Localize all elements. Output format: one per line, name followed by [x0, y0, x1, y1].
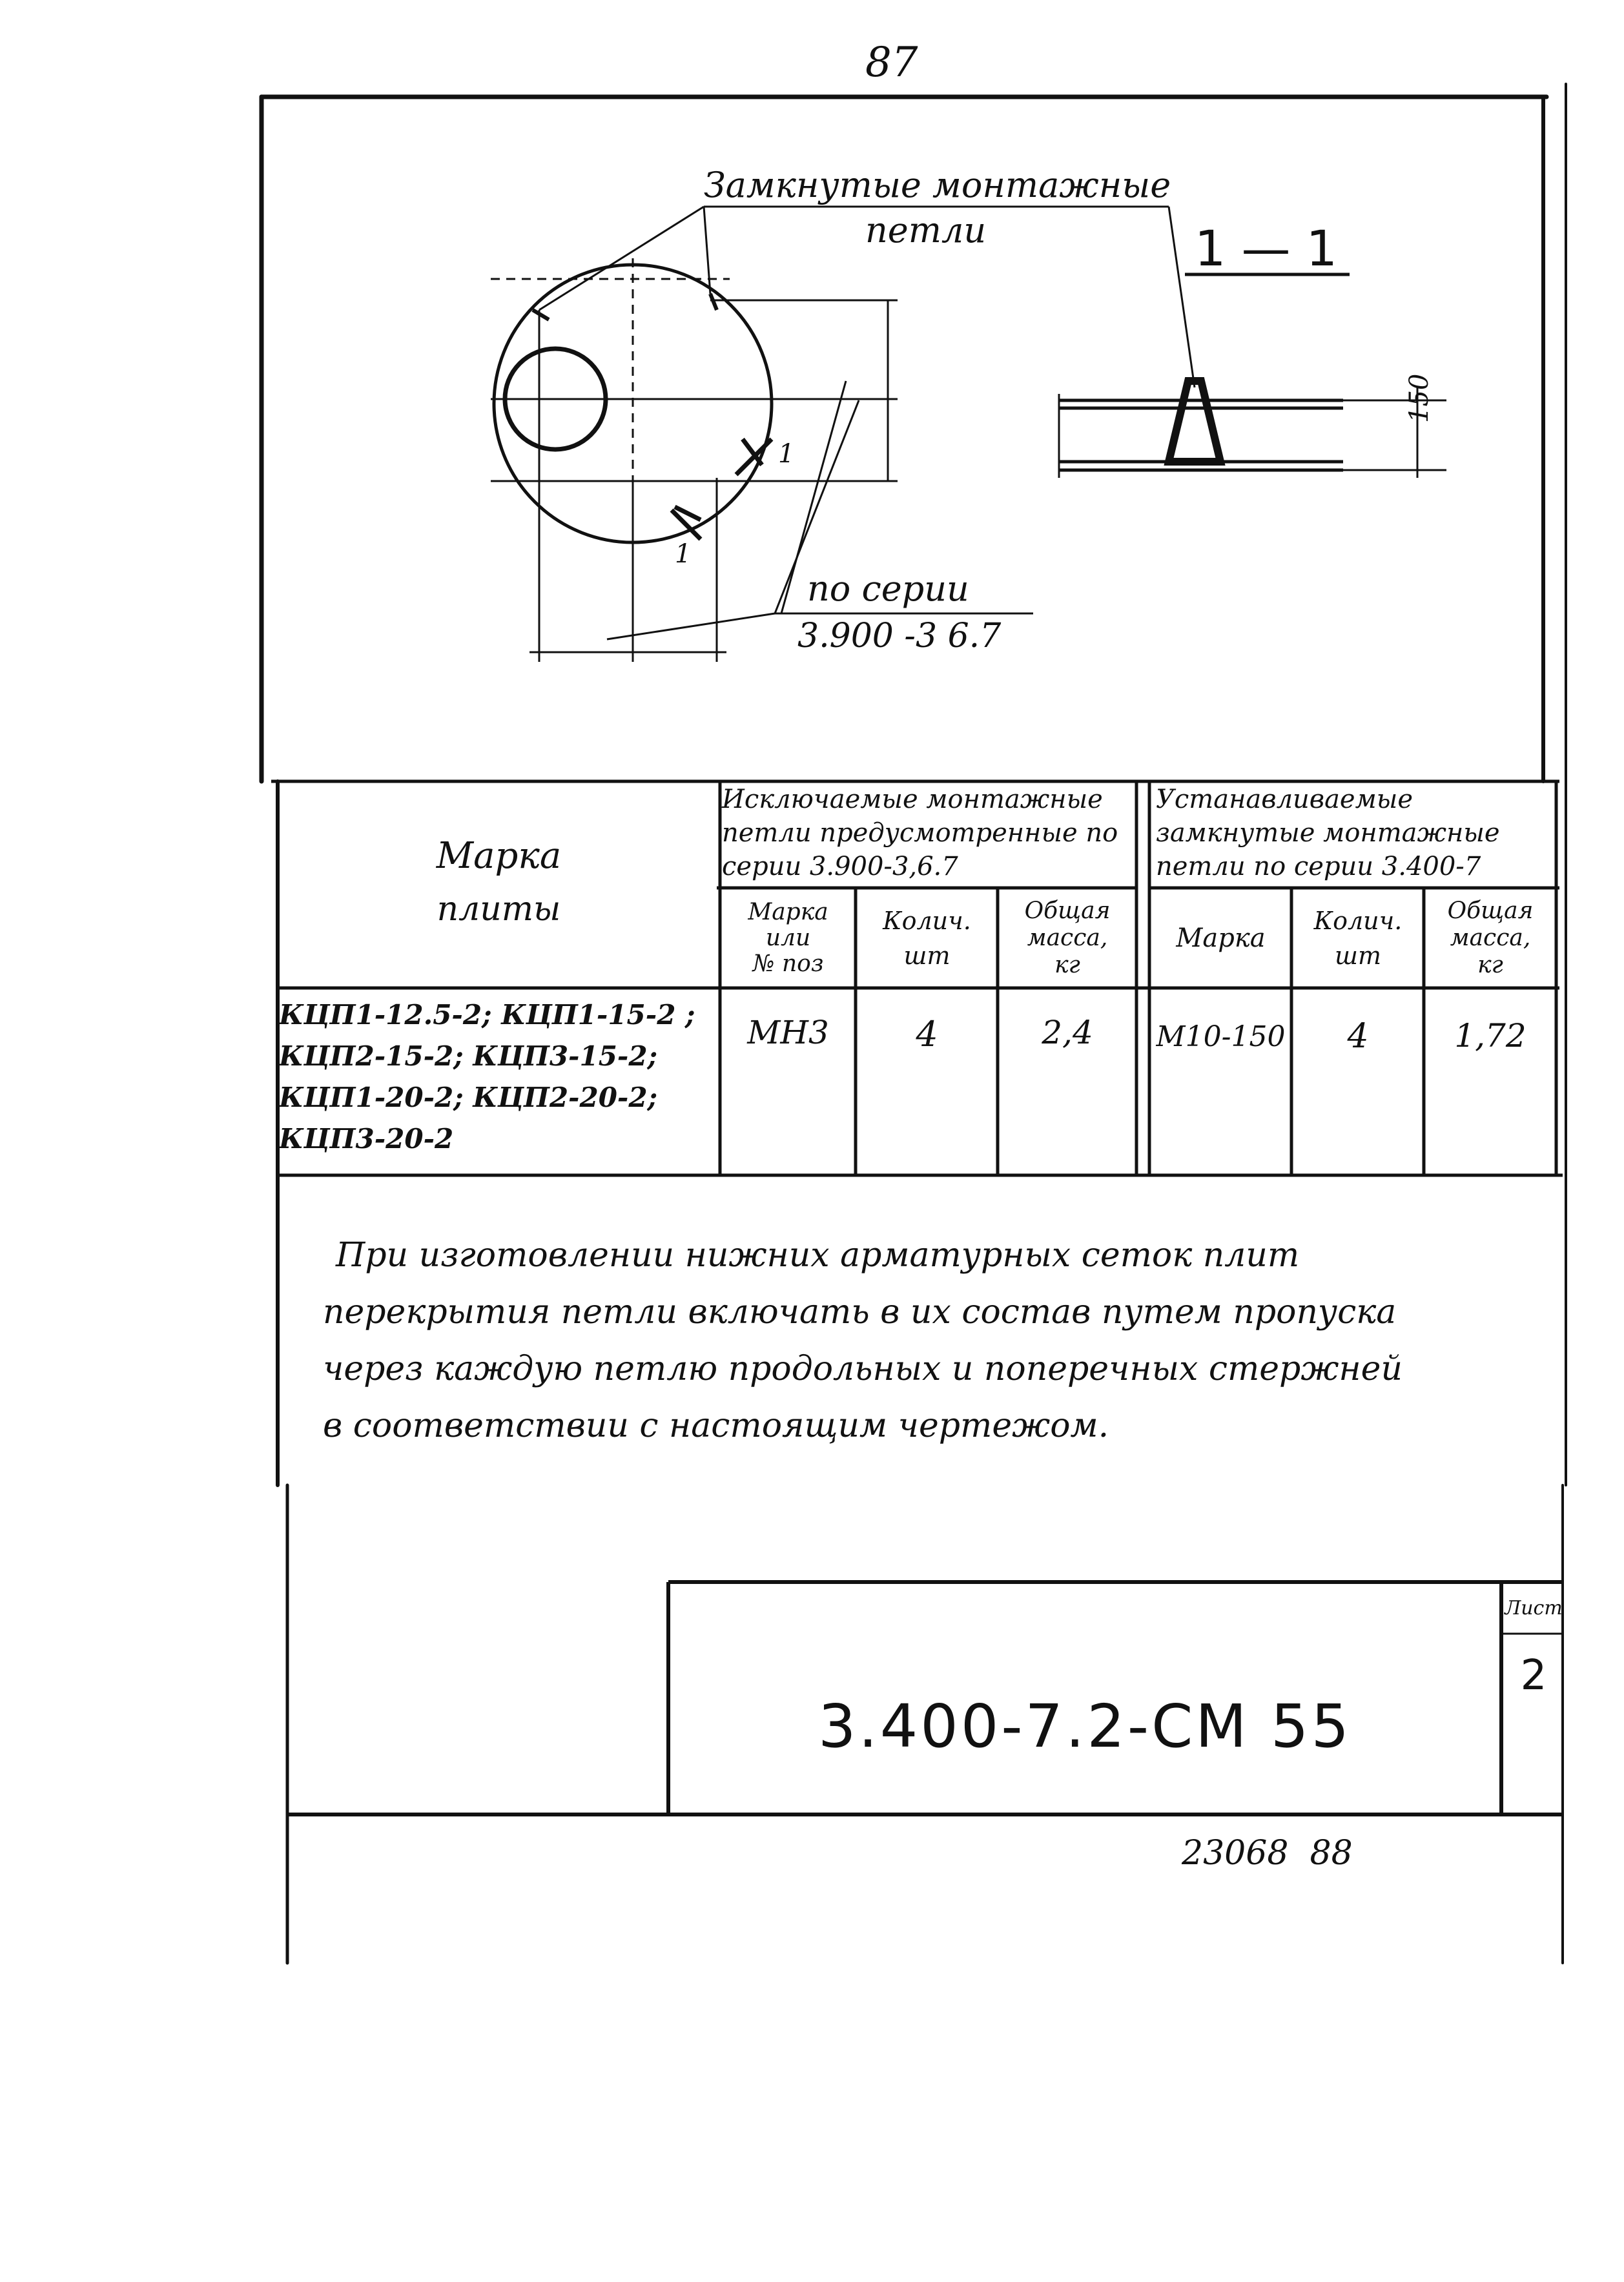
- sheet-number: 2: [1520, 1652, 1547, 1700]
- col-installed-qty-line: шт: [1334, 941, 1382, 970]
- table-group-installed: [1156, 783, 1556, 883]
- plate-list-line: КЦП2-15-2; КЦП3-15-2;: [279, 1040, 658, 1072]
- table-group-installed-line: замкнутые монтажные: [1156, 818, 1500, 848]
- series-label-line2: 3.900 -3 6.7: [797, 617, 1002, 655]
- col-installed-mass-line: Общая: [1447, 898, 1534, 924]
- section-1-1-drawing: [1059, 274, 1446, 478]
- label-closed-loops-line1: Замкнутые монтажные: [704, 165, 1171, 205]
- table-row-plates: [279, 994, 718, 1160]
- col-excluded-mass-line: масса,: [1027, 925, 1108, 951]
- table-group-installed-line: Устанавливаемые: [1156, 785, 1413, 814]
- note-line: через каждую петлю продольных и поперечных стержней: [323, 1350, 1403, 1388]
- col-installed-mass-line: масса,: [1450, 925, 1531, 951]
- col-excluded-qty-line: шт: [903, 941, 951, 970]
- plate-list-line: КЦП1-12.5-2; КЦП1-15-2 ;: [279, 999, 695, 1031]
- cell-excluded-mark: МН3: [747, 1014, 829, 1051]
- table-group-excluded: [722, 783, 1135, 883]
- cell-excluded-mass: 2,4: [1042, 1014, 1093, 1051]
- table-group-excluded-line: серии 3.900-3,6.7: [722, 852, 958, 881]
- col-installed-qty: [1293, 890, 1423, 987]
- table-group-excluded-line: Исключаемые монтажные: [722, 785, 1103, 814]
- section-mark-1: 1: [778, 439, 795, 469]
- note-line: перекрытия петли включать в их состав путем пропуска: [323, 1293, 1397, 1331]
- col-excluded-mass-line: Общая: [1024, 898, 1111, 924]
- cell-excluded-qty: 4: [916, 1014, 938, 1054]
- note-line: При изготовлении нижних арматурных сеток плит: [336, 1236, 1300, 1275]
- table-group-excluded-line: петли предусмотренные по: [722, 818, 1118, 848]
- archive-number: 23068 88: [1182, 1834, 1353, 1873]
- table-group-installed-line: петли по серии 3.400-7: [1156, 852, 1481, 881]
- sheet-label: Лист: [1505, 1596, 1563, 1619]
- note-paragraph: [323, 1227, 1543, 1454]
- col-excluded-mass: [1000, 890, 1135, 987]
- table-header-mark-line1: Марка: [436, 834, 562, 877]
- col-installed-qty-line: Колич.: [1313, 907, 1403, 935]
- cell-installed-qty: 4: [1347, 1017, 1369, 1056]
- col-installed-mass: [1426, 890, 1555, 987]
- label-closed-loops-line2: петли: [865, 210, 987, 251]
- section-label: 1 — 1: [1195, 220, 1338, 277]
- plate-list-line: КЦП3-20-2: [279, 1123, 454, 1155]
- col-installed-mark: Марка: [1176, 923, 1266, 953]
- table-header-mark-line2: плиты: [437, 889, 561, 929]
- plate-list-line: КЦП1-20-2; КЦП2-20-2;: [279, 1082, 658, 1113]
- section-mark-2: 1: [675, 539, 692, 569]
- col-excluded-mark-line: или: [765, 925, 811, 951]
- col-excluded-mark-line: № поз: [752, 951, 824, 977]
- table-header-mark: [278, 807, 720, 956]
- col-excluded-mass-line: кг: [1054, 952, 1080, 978]
- col-excluded-qty: [858, 890, 996, 987]
- cell-installed-mass: 1,72: [1454, 1017, 1526, 1054]
- document-designation: 3.400-7.2-СМ 55: [817, 1692, 1352, 1761]
- col-excluded-mark: [722, 890, 854, 987]
- page-number-top: 87: [865, 39, 918, 87]
- cell-installed-mark: М10-150: [1156, 1020, 1286, 1053]
- col-excluded-mark-line: Марка: [748, 899, 828, 925]
- col-installed-mass-line: кг: [1477, 952, 1503, 978]
- note-line: в соответствии с настоящим чертежом.: [323, 1406, 1109, 1445]
- series-label-line1: по серии: [807, 568, 969, 609]
- col-excluded-qty-line: Колич.: [883, 907, 971, 935]
- dimension-150: 150: [1404, 373, 1434, 423]
